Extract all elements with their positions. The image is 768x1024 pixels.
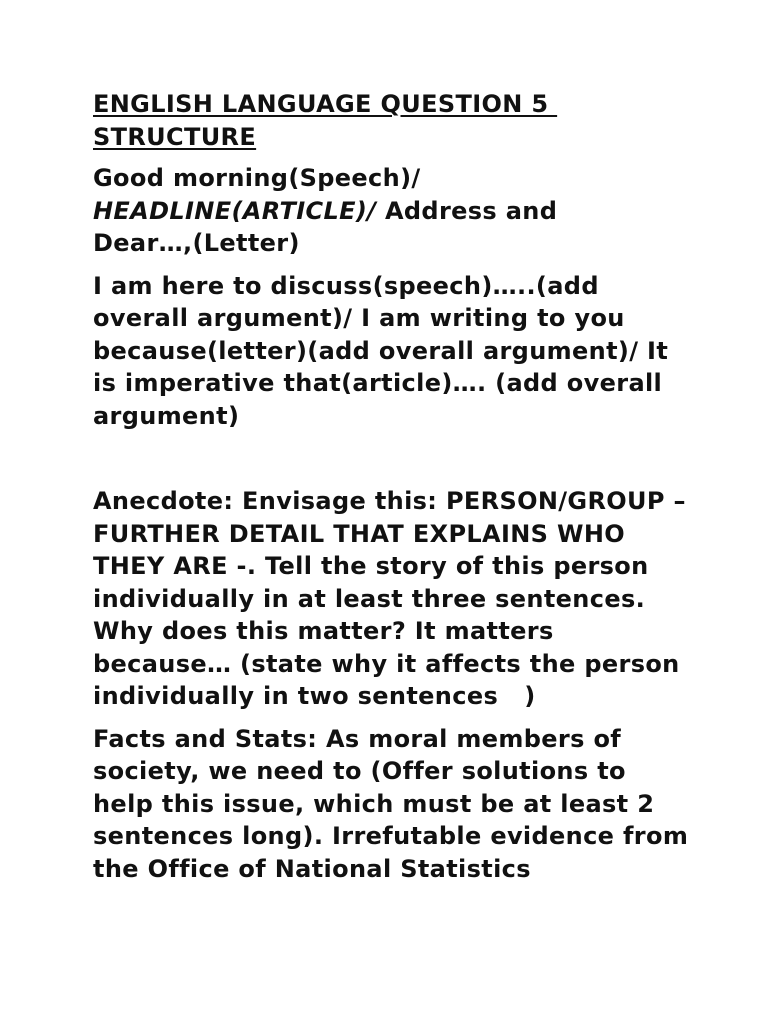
title-line-2: STRUCTURE bbox=[93, 122, 257, 151]
anecdote-paragraph: Anecdote: Envisage this: PERSON/GROUP – FURTHER DETAIL THAT EXPLAINS WHO THEY ARE -. Tell the story of this person individually in at least three sentences. Why does this matter? It matters because… (state why it affects the person individually in two sentences ) bbox=[93, 487, 695, 710]
document-title bbox=[93, 88, 693, 153]
opening-headline: HEADLINE(ARTICLE)/ bbox=[93, 196, 377, 225]
opening-letter: Dear…,(Letter) bbox=[93, 229, 300, 257]
opening-speech: Good morning(Speech)/ bbox=[93, 164, 421, 192]
document-body bbox=[93, 88, 693, 895]
paragraph-spacer bbox=[93, 442, 693, 485]
opening-paragraph bbox=[93, 162, 693, 260]
argument-paragraph: I am here to discuss(speech)…..(add overall argument)/ I am writing to you because(letter)(add overall argument)/ It is imperative that(article)…. (add overall argument) bbox=[93, 271, 669, 430]
title-line-1: ENGLISH LANGUAGE QUESTION 5 bbox=[93, 90, 558, 118]
facts-paragraph: Facts and Stats: As moral members of society, we need to (Offer solutions to help this issue, which must be at least 2 sentences long). Irrefutable evidence from the Office of National Statistics bbox=[93, 724, 689, 883]
opening-address: Address and bbox=[376, 196, 558, 225]
